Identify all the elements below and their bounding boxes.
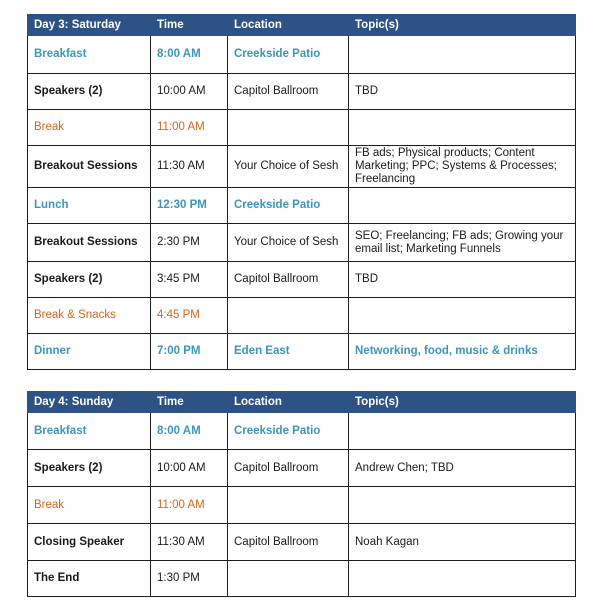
schedule-row — [28, 146, 576, 188]
topics-cell — [349, 36, 576, 74]
session-cell: Breakout Sessions — [28, 224, 151, 262]
time-cell: 10:00 AM — [151, 450, 228, 487]
topics-cell — [349, 413, 576, 450]
session-cell: Speakers (2) — [28, 262, 151, 298]
time-cell: 7:00 PM — [151, 334, 228, 370]
time-cell: 10:00 AM — [151, 74, 228, 110]
topics-cell: Networking, food, music & drinks — [349, 334, 576, 370]
location-cell: Eden East — [228, 334, 349, 370]
session-cell: Breakfast — [28, 36, 151, 74]
schedule-row — [28, 36, 576, 74]
schedule-row — [28, 334, 576, 370]
schedule-row — [28, 298, 576, 334]
location-cell — [228, 561, 349, 597]
session-cell: The End — [28, 561, 151, 597]
topics-cell: Noah Kagan — [349, 524, 576, 561]
time-cell: 11:00 AM — [151, 110, 228, 146]
topics-cell: TBD — [349, 74, 576, 110]
location-cell: Capitol Ballroom — [228, 450, 349, 487]
schedule-row — [28, 262, 576, 298]
schedule-row — [28, 413, 576, 450]
time-cell: 3:45 PM — [151, 262, 228, 298]
topics-cell — [349, 561, 576, 597]
header-location: Location — [228, 392, 349, 413]
header-day: Day 3: Saturday — [28, 15, 151, 36]
header-location: Location — [228, 15, 349, 36]
location-cell — [228, 487, 349, 524]
session-cell: Dinner — [28, 334, 151, 370]
location-cell: Creekside Patio — [228, 36, 349, 74]
time-cell: 4:45 PM — [151, 298, 228, 334]
schedule-row — [28, 188, 576, 224]
session-cell: Break & Snacks — [28, 298, 151, 334]
topics-cell — [349, 298, 576, 334]
session-cell: Breakfast — [28, 413, 151, 450]
session-cell: Closing Speaker — [28, 524, 151, 561]
location-cell: Capitol Ballroom — [228, 524, 349, 561]
location-cell — [228, 298, 349, 334]
schedule-row — [28, 110, 576, 146]
time-cell: 8:00 AM — [151, 36, 228, 74]
table-header — [28, 392, 576, 413]
location-cell: Capitol Ballroom — [228, 74, 349, 110]
location-cell: Creekside Patio — [228, 188, 349, 224]
time-cell: 8:00 AM — [151, 413, 228, 450]
schedule-row — [28, 561, 576, 597]
topics-cell — [349, 188, 576, 224]
topics-cell: SEO; Freelancing; FB ads; Growing your email list; Marketing Funnels — [349, 224, 576, 262]
location-cell: Your Choice of Sesh — [228, 224, 349, 262]
header-time: Time — [151, 15, 228, 36]
time-cell: 1:30 PM — [151, 561, 228, 597]
schedule-row — [28, 450, 576, 487]
location-cell: Your Choice of Sesh — [228, 146, 349, 188]
header-topics: Topic(s) — [349, 392, 576, 413]
topics-cell — [349, 487, 576, 524]
table-header — [28, 15, 576, 36]
time-cell: 2:30 PM — [151, 224, 228, 262]
schedule-table-day3 — [27, 14, 576, 370]
schedule-table-day4 — [27, 391, 576, 597]
topics-cell: TBD — [349, 262, 576, 298]
schedule-row — [28, 524, 576, 561]
location-cell — [228, 110, 349, 146]
time-cell: 11:30 AM — [151, 146, 228, 188]
session-cell: Speakers (2) — [28, 74, 151, 110]
session-cell: Breakout Sessions — [28, 146, 151, 188]
session-cell: Break — [28, 110, 151, 146]
topics-cell — [349, 110, 576, 146]
schedule-row — [28, 74, 576, 110]
location-cell: Capitol Ballroom — [228, 262, 349, 298]
session-cell: Break — [28, 487, 151, 524]
session-cell: Speakers (2) — [28, 450, 151, 487]
topics-cell: Andrew Chen; TBD — [349, 450, 576, 487]
header-topics: Topic(s) — [349, 15, 576, 36]
schedule-row — [28, 487, 576, 524]
schedule-row — [28, 224, 576, 262]
header-time: Time — [151, 392, 228, 413]
header-day: Day 4: Sunday — [28, 392, 151, 413]
topics-cell: FB ads; Physical products; Content Marketing; PPC; Systems & Processes; Freelancing — [349, 146, 576, 188]
session-cell: Lunch — [28, 188, 151, 224]
location-cell: Creekside Patio — [228, 413, 349, 450]
time-cell: 11:00 AM — [151, 487, 228, 524]
time-cell: 11:30 AM — [151, 524, 228, 561]
time-cell: 12:30 PM — [151, 188, 228, 224]
